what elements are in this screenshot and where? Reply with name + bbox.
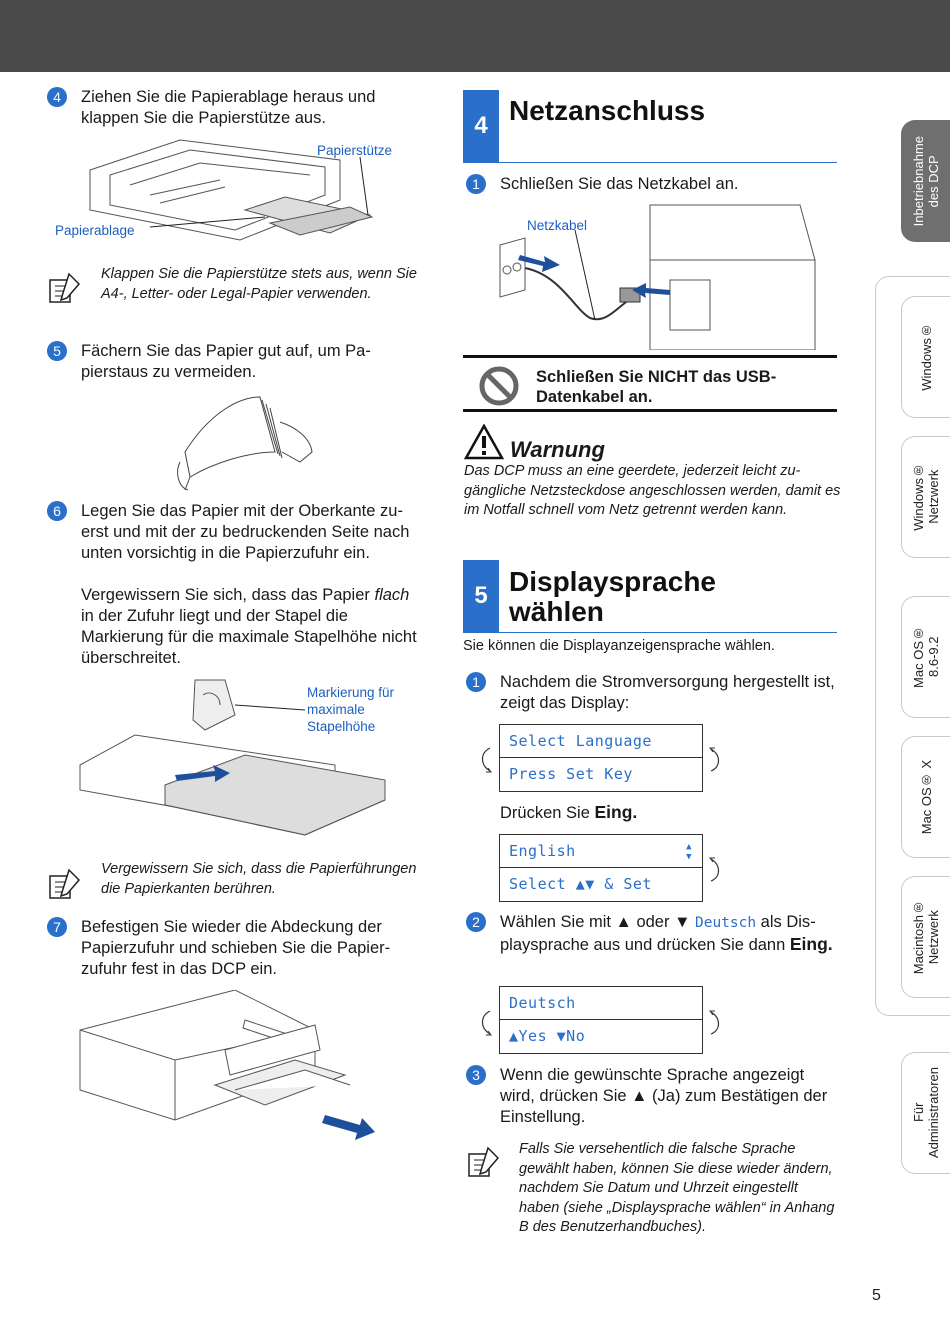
label-papierablage: Papierablage	[55, 223, 135, 238]
step-6-text-b: Vergewissern Sie sich, dass das Papier flach in der Zufuhr liegt und der Stapel die Markierung für die maximale Stapelhöhe nicht überschreitet.	[81, 586, 417, 667]
cycle-arrow-icon	[478, 1008, 498, 1038]
section-rule	[463, 632, 837, 633]
section-title-5-line2: wählen	[509, 596, 604, 627]
warnung-text: Das DCP muss an eine geerdete, jederzeit leicht zugängliche Netzsteckdose angeschlossen werden, damit es im Notfall schnell vom Netz getrennt werden kann.	[464, 463, 841, 518]
cycle-arrow-icon	[478, 745, 498, 775]
warning-triangle-icon	[464, 424, 504, 460]
tab-administratoren[interactable]: Für Administratoren	[901, 1052, 950, 1174]
note-3: Falls Sie versehentlich die falsche Sprache gewählt haben, können Sie diese wieder ändern, nachdem Sie Datum und Uhrzeit eingestellt haben (siehe „Displaysprache wählen“ in Anhang B des Benutzerhandbuches).	[519, 1141, 835, 1235]
s5-step-1-text: Nachdem die Stromversorgung hergestellt ist, zeigt das Display:	[500, 673, 835, 712]
label-netzkabel: Netzkabel	[527, 218, 588, 233]
tab-windows-netzwerk[interactable]: Windows® Netzwerk	[901, 436, 950, 558]
section-title-5-line1: Displaysprache	[509, 566, 716, 597]
warning-box-top	[463, 355, 837, 358]
step-4-text: Ziehen Sie die Papierablage heraus und klappen Sie die Papierstütze aus.	[81, 88, 376, 127]
printer-illustration	[75, 990, 395, 1160]
label-papierstuetze: Papierstütze	[317, 143, 393, 158]
tab-windows[interactable]: Windows®	[901, 296, 950, 418]
lcd-line: Deutsch	[500, 987, 702, 1020]
cycle-arrow-icon	[705, 1008, 725, 1038]
step-number-7: 7	[47, 917, 67, 937]
lcd-line: Select Language	[500, 725, 702, 758]
lcd-line: ▲Yes ▼No	[509, 1027, 586, 1045]
step-7-text: Befestigen Sie wieder die Abdeckung der Papierzufuhr und schieben Sie die Papierzufuhr fest in das DCP ein.	[81, 918, 391, 978]
label-markierung: Markierung für maximale Stapelhöhe	[307, 685, 395, 734]
warning-box-bottom	[463, 409, 837, 412]
warnung-title: Warnung	[510, 437, 605, 462]
step-number-5: 5	[47, 341, 67, 361]
note-pencil-icon	[466, 1144, 502, 1180]
page-number: 5	[872, 1287, 881, 1304]
lcd-display-3	[499, 986, 703, 1054]
tab-mac-os-8-9[interactable]: Mac OS® 8.6-9.2	[901, 596, 950, 718]
lcd-display-2	[499, 834, 703, 902]
tab-mac-os-x[interactable]: Mac OS® X	[901, 736, 950, 858]
cycle-arrow-icon	[705, 855, 725, 885]
s5-step-2-text: Wählen Sie mit ▲ oder ▼ Deutsch als Displaysprache aus und drücken Sie dann Eing.	[500, 913, 833, 954]
lcd-line: Press Set Key	[509, 765, 633, 783]
note-pencil-icon	[47, 866, 83, 902]
step-1-text: Schließen Sie das Netzkabel an.	[500, 175, 739, 193]
lcd-display-1	[499, 724, 703, 792]
section-number-5: 5	[463, 560, 499, 632]
section-title-4: Netzanschluss	[509, 95, 706, 126]
section-number-4: 4	[463, 90, 499, 162]
step-number-6: 6	[47, 501, 67, 521]
step-number-2: 2	[466, 912, 486, 932]
press-eing-text: Drücken Sie Eing.	[500, 802, 638, 822]
step-number-4: 4	[47, 87, 67, 107]
fanning-paper-illustration	[170, 392, 320, 492]
usb-warning-text: Schließen Sie NICHT das USB-Datenkabel an.	[536, 368, 777, 406]
scroll-updown-icon: ▲ ▼	[686, 842, 692, 862]
note-pencil-icon	[47, 270, 83, 306]
s5-step-3-text: Wenn die gewünschte Sprache angezeigt wird, drücken Sie ▲ (Ja) zum Bestätigen der Einstellung.	[500, 1066, 828, 1126]
section-5-intro: Sie können die Displayanzeigensprache wählen.	[463, 638, 775, 654]
step-number-1: 1	[466, 672, 486, 692]
step-5-text: Fächern Sie das Papier gut auf, um Papierstaus zu vermeiden.	[81, 342, 371, 381]
lcd-line: English ▲ ▼	[500, 835, 702, 868]
header-bar	[0, 0, 950, 72]
step-6-text-a: Legen Sie das Papier mit der Oberkante zuerst und mit der zu bedruckenden Seite nach unten vorsichtig in die Papierzufuhr ein.	[81, 502, 410, 562]
note-2: Vergewissern Sie sich, dass die Papierführungen die Papierkanten berühren.	[101, 861, 417, 897]
section-rule	[463, 162, 837, 163]
note-1: Klappen Sie die Papierstütze stets aus, wenn Sie A4-, Letter- oder Legal-Papier verwenden.	[101, 266, 417, 302]
step-number-3: 3	[466, 1065, 486, 1085]
step-number-1: 1	[466, 174, 486, 194]
tab-inbetriebnahme[interactable]: Inbetriebnahme des DCP	[901, 120, 950, 242]
lcd-line: Select ▲▼ & Set	[509, 875, 652, 893]
tab-macintosh-netzwerk[interactable]: Macintosh® Netzwerk	[901, 876, 950, 998]
prohibited-icon	[478, 365, 520, 407]
cycle-arrow-icon	[705, 745, 725, 775]
